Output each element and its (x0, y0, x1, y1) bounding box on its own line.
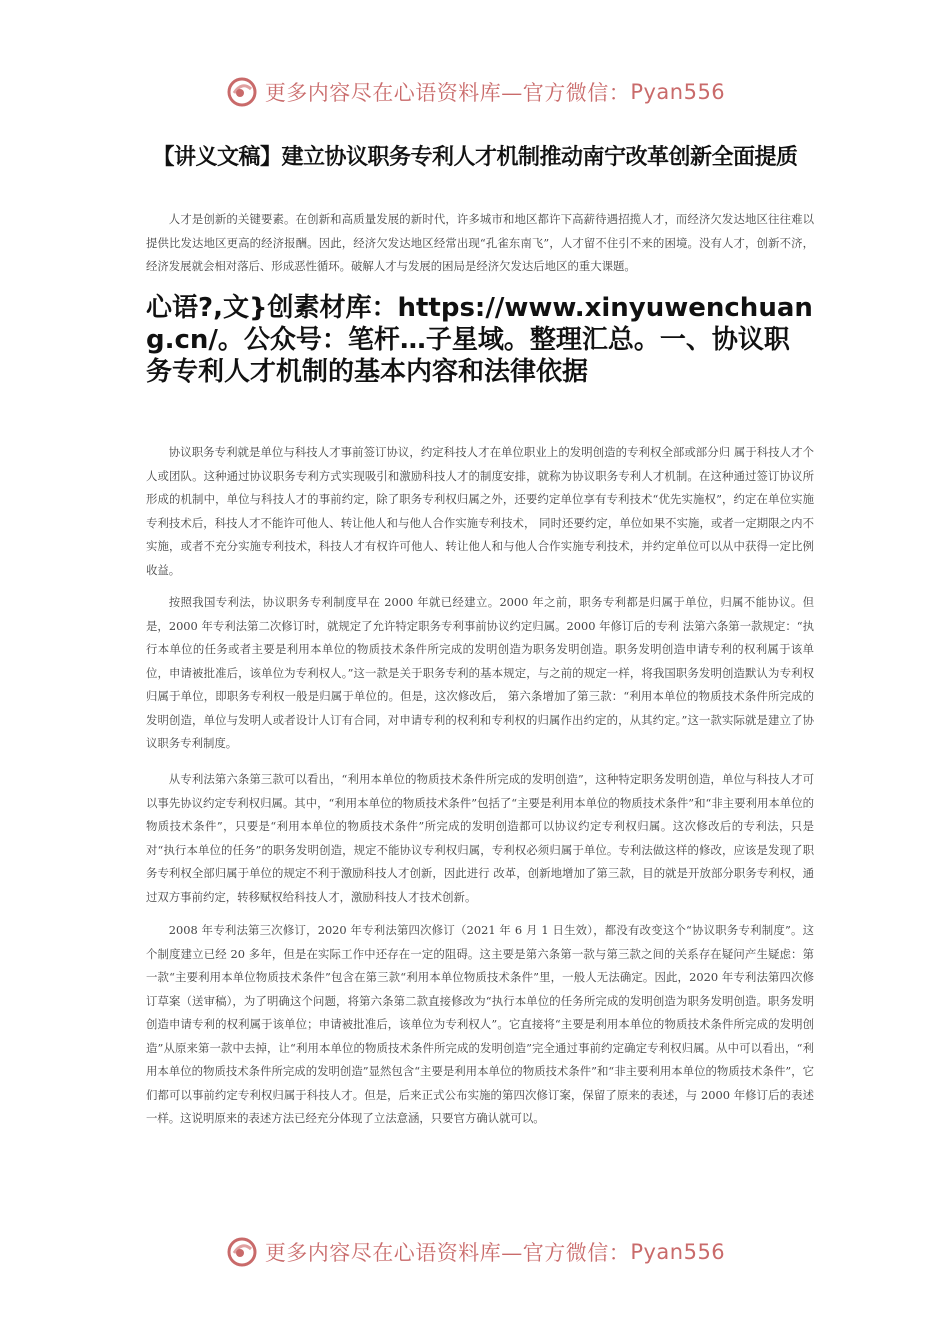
banner-text: 更多内容尽在心语资料库—官方微信： (264, 81, 631, 105)
section-heading: 心语?,文}创素材库：https://www.xinyuwenchuang.cn/。公众号：笔杆…子星域。整理汇总。一、协议职务专利人才机制的基本内容和法律依据 (146, 293, 813, 387)
body-paragraph-1: 协议职务专利就是单位与科技人才事前签订协议，约定科技人才在单位职业上的发明创造的专利权全部或部分归 属于科技人才个人或团队。这种通过协议职务专利方式实现吸引和激励科技人才的制度安排，就称为协议职务专利人才机制。在这种通过签订协议所形成的机制中，单位与科技人才的事前约定，除了职务专利权归属之外，还要约定单位享有专利技术“优先实施权”，约定在单位实施专利技术后，科技人才不能许可他人、转让他人和与他人合作实施专利技术， 同时还要约定，单位如果不实施，或者一定期限之内不实施，或者不充分实施专利技术，科技人才有权许可他人、转让他人和与他人合作实施专利技术，并约定单位可以从中获得一定比例收益。 (146, 445, 814, 577)
banner-wechat-id: Pyan556 (630, 80, 726, 104)
document-title: 【讲义文稿】建立协议职务专利人才机制推动南宁改革创新全面提质 (152, 145, 798, 170)
brand-logo-icon (225, 75, 259, 109)
body-paragraph-4: 2008 年专利法第三次修订，2020 年专利法第四次修订（2021 年 6 月 1 日生效），都没有改变这个“协议职务专利制度”。这个制度建立已经 20 多年，但是在实际工作中还存在一定的阻碍。这主要是第六条第一款与第三款之间的关系存在疑问产生疑虑：第一款“主要利用本单位物质技术条件”包含在第三款“利用本单位物质技术条件”里，一般人无法确定。因此，2020 年专利法第四次修订草案（送审稿），为了明确这个问题，将第六条第二款直接修改为“执行本单位的任务所完成的发明创造为职务发明创造。职务发明创造申请专利的权利属于该单位；申请被批准后，该单位为专利权人”。它直接将“主要是利用本单位的物质技术条件所完成的发明创造”从原来第一款中去掉，让“利用本单位的物质技术条件所完成的发明创造”完全通过事前约定确定专利权归属。从中可以看出，“利用本单位的物质技术条件所完成的发明创造”显然包含“主要是利用本单位的物质技术条件”和“非主要利用本单位的物质技术条件”，它们都可以事前约定专利权归属于科技人才。但是，后来正式公布实施的第四次修订案，保留了原来的表述，与 2000 年修订后的表述一样。这说明原来的表述方法已经充分体现了立法意涵，只要官方确认就可以。 (146, 923, 814, 1125)
body-paragraph-2: 按照我国专利法，协议职务专利制度早在 2000 年就已经建立。2000 年之前，职务专利都是归属于单位，归属不能协议。但是，2000 年专利法第二次修订时，就规定了允许特定职务专利事前协议约定归属。2000 年修订后的专利 法第六条第一款规定：“执行本单位的任务或者主要是利用本单位的物质技术条件所完成的发明创造为职务发明创造。职务发明创造申请专利的权利属于该单位，申请被批准后，该单位为专利权人。”这一款是关于职务专利的基本规定，与之前的规定一样，将我国职务发明创造默认为专利权归属于单位，即职务专利权一般是归属于单位的。但是，这次修改后， 第六条增加了第三款：“利用本单位的物质技术条件所完成的发明创造，单位与发明人或者设计人订有合同，对申请专利的权利和专利权的归属作出约定的，从其约定。”这一款实际就是建立了协议职务专利制度。 (146, 595, 814, 750)
banner-wechat-id: Pyan556 (630, 1240, 726, 1264)
footer-banner (0, 1232, 950, 1272)
banner-text: 更多内容尽在心语资料库—官方微信： (264, 1241, 631, 1265)
brand-logo-icon (225, 1235, 259, 1269)
intro-paragraph: 人才是创新的关键要素。在创新和高质量发展的新时代，许多城市和地区都许下高薪待遇招揽人才，而经济欠发达地区往往难以提供比发达地区更高的经济报酬。因此，经济欠发达地区经常出现“孔雀东南飞”，人才留不住引不来的困境。没有人才，创新不济，经济发展就会相对落后、形成恶性循环。破解人才与发展的困局是经济欠发达后地区的重大课题。 (146, 212, 814, 273)
body-paragraph-3: 从专利法第六条第三款可以看出，“利用本单位的物质技术条件所完成的发明创造”，这种特定职务发明创造，单位与科技人才可以事先协议约定专利权归属。其中，“利用本单位的物质技术条件”包括了“主要是利用本单位的物质技术条件”和“非主要利用本单位的物质技术条件”，只要是“利用本单位的物质技术条件”所完成的发明创造都可以协议约定专利权归属。这次修改后的专利法，只是对“执行本单位的任务”的职务发明创造，规定不能协议专利权归属，专利权必须归属于单位。专利法做这样的修改，应该是发现了职务专利权全部归属于单位的规定不利于激励科技人才创新，因此进行 改革，创新地增加了第三款，目的就是开放部分职务专利权，通过双方事前约定，转移赋权给科技人才，激励科技人才技术创新。 (146, 772, 814, 904)
header-banner (0, 72, 950, 112)
